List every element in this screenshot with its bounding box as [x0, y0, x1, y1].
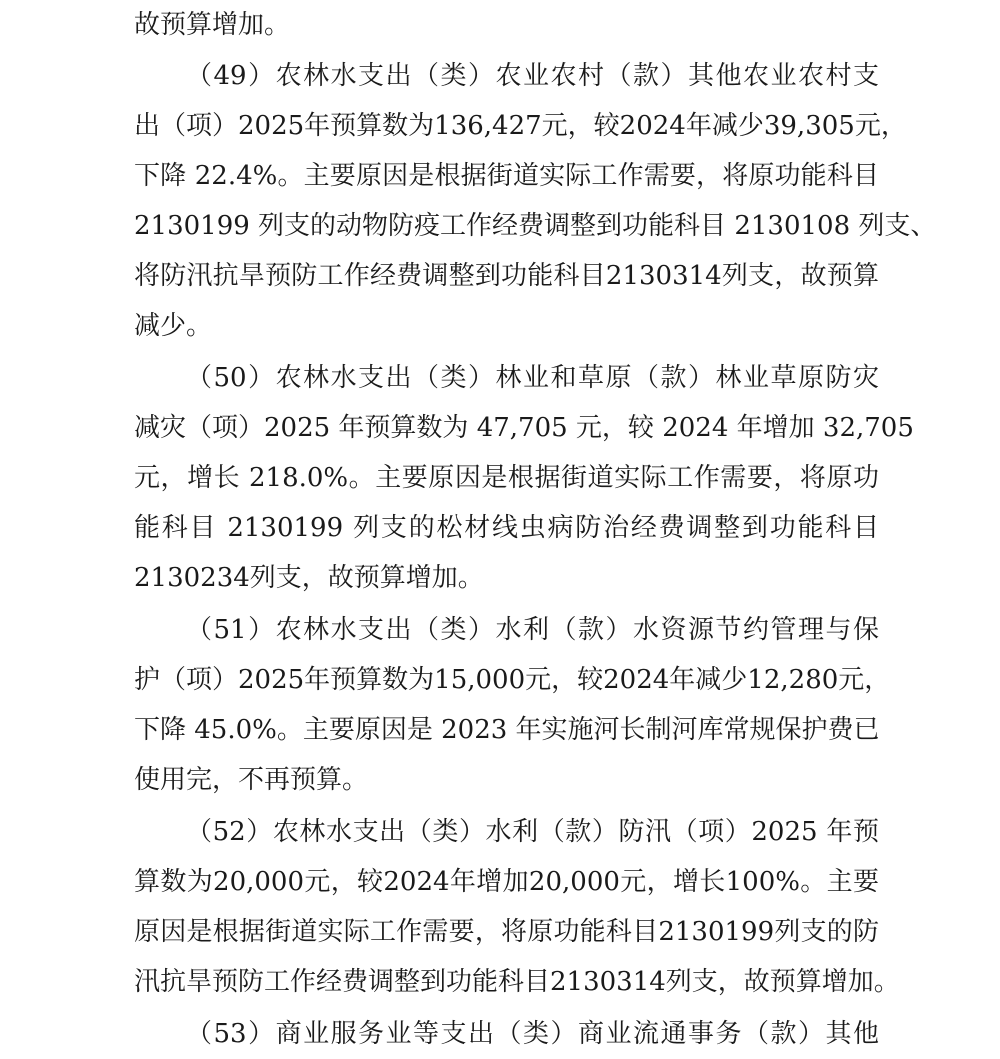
- text-line: （50）农林水支出（类）林业和草原（款）林业草原防灾: [186, 363, 879, 393]
- text-line: 能科目 2130199 列支的松材线虫病防治经费调整到功能科目: [134, 513, 879, 543]
- text-line: （49）农林水支出（类）农业农村（款）其他农业农村支: [186, 61, 879, 91]
- text-line: 故预算增加。: [134, 10, 291, 40]
- text-line: 减少。: [134, 311, 213, 341]
- text-line: 出（项）2025年预算数为136,427元，较2024年减少39,305元，: [134, 111, 907, 141]
- text-line: 减灾（项）2025 年预算数为 47,705 元，较 2024 年增加 32,705: [134, 413, 914, 443]
- text-line: （53）商业服务业等支出（类）商业流通事务（款）其他: [186, 1019, 879, 1049]
- text-line: 护（项）2025年预算数为15,000元，较2024年减少12,280元，: [134, 665, 891, 695]
- text-line: （51）农林水支出（类）水利（款）水资源节约管理与保: [186, 615, 879, 645]
- text-line: 汛抗旱预防工作经费调整到功能科目2130314列支，故预算增加。: [134, 967, 900, 997]
- text-line: 元，增长 218.0%。主要原因是根据街道实际工作需要，将原功: [134, 463, 879, 493]
- text-line: 使用完，不再预算。: [134, 765, 369, 795]
- text-line: 2130234列支，故预算增加。: [134, 563, 484, 593]
- text-line: 原因是根据街道实际工作需要，将原功能科目2130199列支的防: [134, 917, 879, 947]
- text-line: 下降 22.4%。主要原因是根据街道实际工作需要，将原功能科目: [134, 161, 879, 191]
- text-line: 将防汛抗旱预防工作经费调整到功能科目2130314列支，故预算: [134, 261, 879, 291]
- text-line: 下降 45.0%。主要原因是 2023 年实施河长制河库常规保护费已: [134, 715, 880, 745]
- text-line: 2130199 列支的动物防疫工作经费调整到功能科目 2130108 列支、: [134, 211, 937, 241]
- text-line: 算数为20,000元，较2024年增加20,000元，增长100%。主要: [134, 867, 879, 897]
- text-line: （52）农林水支出（类）水利（款）防汛（项）2025 年预: [186, 817, 879, 847]
